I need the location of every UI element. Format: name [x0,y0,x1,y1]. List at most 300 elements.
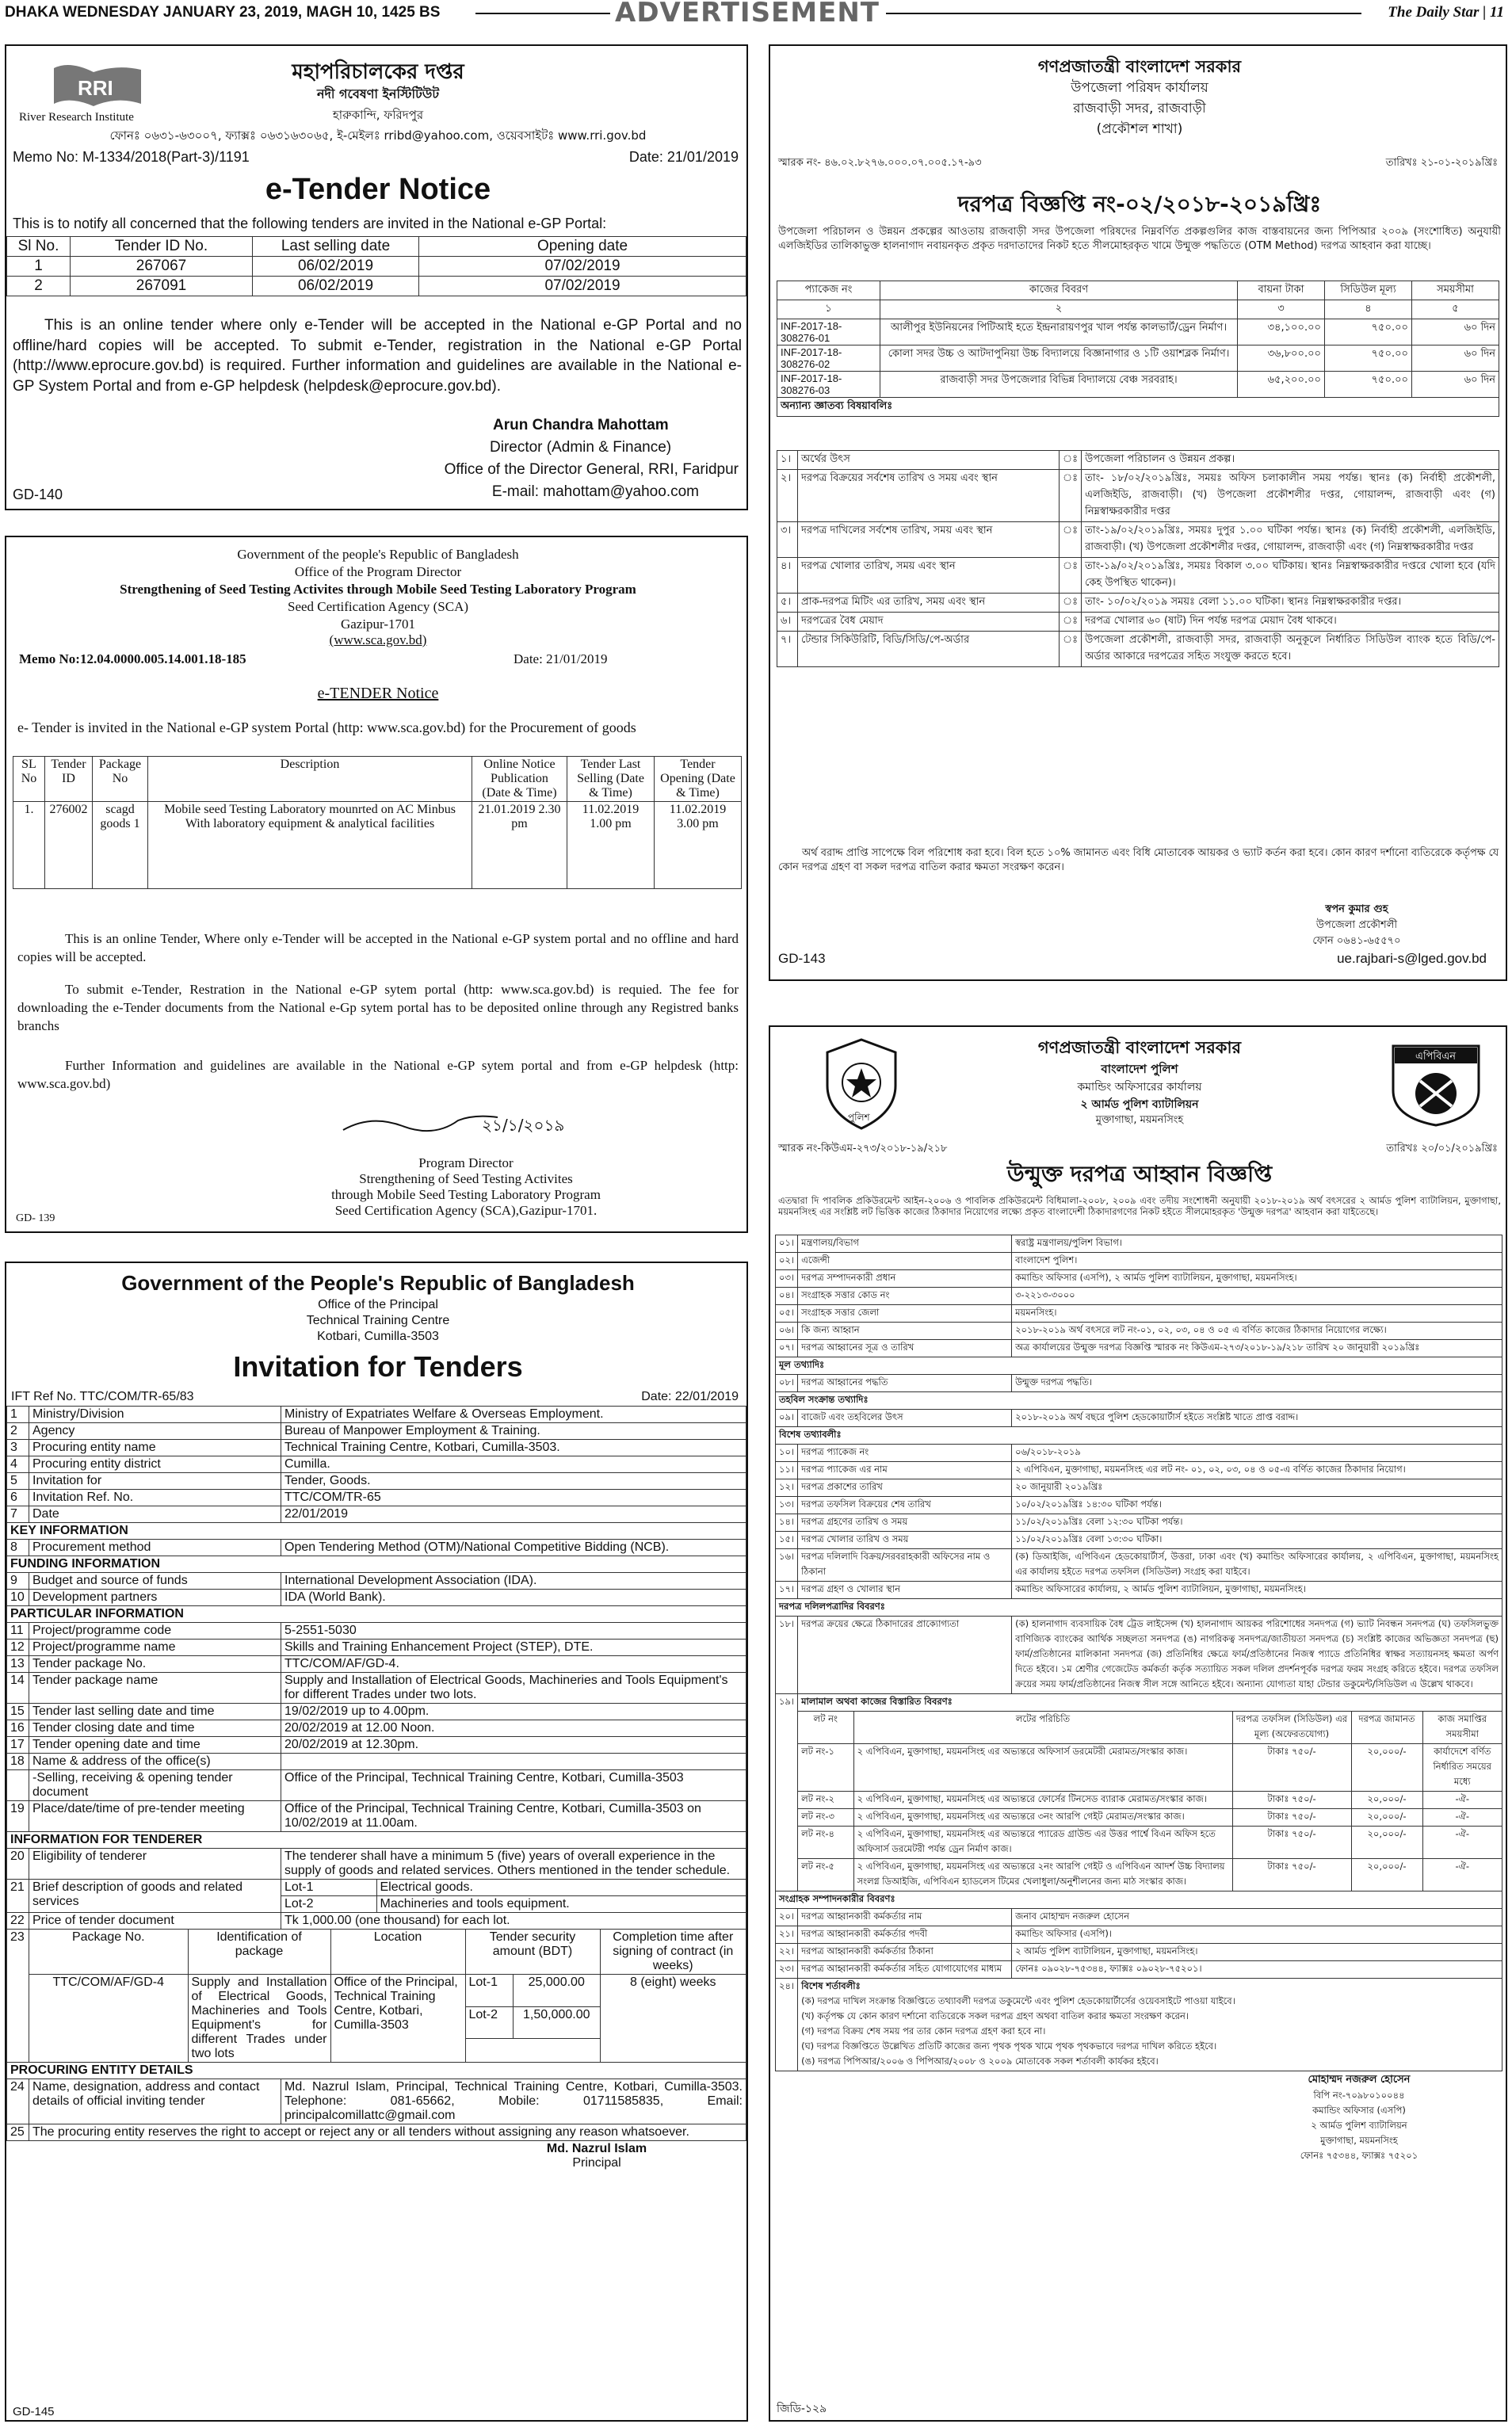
police-sign-4: ২ আর্মড পুলিশ ব্যাটালিয়ন [1311,2120,1407,2131]
table-cell: 267091 [71,277,253,296]
table-cell: ৭। [777,632,798,667]
table-cell: ৬৫,২০০.০০ [1238,372,1325,398]
table-row [776,1926,1502,1944]
table-cell: IDA (World Bank). [281,1590,746,1606]
separator: ঃ [1060,451,1082,470]
sca-intro: e- Tender is invited in the National e-GP system Portal (http: www.sca.gov.bd) for the Procurement of goods [17,720,636,735]
table-cell: Tender package No. [29,1656,281,1673]
table-row [777,345,1499,372]
table-cell: ১৫। [776,1532,798,1549]
table-cell: ২ এপিবিএন, মুক্তাগাছা, ময়মনসিংহ এর অভ্যন্তরে ফোর্সের টিনসেড ব্যারাক মেরামত/সংস্কার কাজ। [853,1792,1232,1809]
table-cell: 25 [7,2124,29,2141]
police-memo: স্মারক নং-কিউএম-২৭৩/২০১৮-১৯/২১৮ [778,1143,948,1155]
table-cell: দরপত্র আহ্বানকারী কর্মকর্তার পদবী [798,1926,1012,1944]
table-cell: তাং-১৯/০২/২০১৯খ্রিঃ, সময়ঃ দুপুর ১.০০ ঘটিকা পর্যন্ত। স্থানঃ (ক) নির্বাহী প্রকৌশলী, এলজিইডি, রাজবাড়ী। (খ) উপজেলা প্রকৌশলীর দপ্তর, গোয়ালন্দ, রাজবাড়ী এবং (গ) নিম্নস্বাক্ষরকারীর দপ্তর [1082,522,1499,558]
table-cell: টাকাঃ ৭৫০/- [1232,1744,1351,1792]
table-row [776,1340,1502,1357]
table-row [776,1497,1502,1514]
table-cell: ৬০ দিন [1412,372,1499,398]
table-cell: দরপত্র আহ্বানকারী কর্মকর্তার নাম [798,1909,1012,1926]
table-header: Sl No. [7,237,71,257]
table-cell: 19 [7,1801,29,1832]
table-cell: ০৬। [776,1323,798,1340]
table-cell: দরপত্র গ্রহণের তারিখ ও সময় [798,1514,1012,1532]
sca-sign-1: Program Director [418,1155,514,1170]
lged-line-3: রাজবাড়ী সদর, রাজবাড়ী [1073,101,1206,116]
table-header: Tender Last Selling (Date & Time) [567,757,655,802]
table-row [7,1506,746,1523]
table-cell: Ministry of Expatriates Welfare & Overseas Employment. [281,1407,746,1423]
table-cell: 1 [7,257,71,277]
table-cell: Mobile seed Testing Laboratory mounrted on AC Minbus With laboratory equipment & analytical facilities [148,802,472,889]
table-cell: 06/02/2019 [253,257,419,277]
table-cell: বাংলাদেশ পুলিশ। [1012,1253,1502,1270]
table-header: কাজ সমাপ্তির সময়সীমা [1422,1712,1502,1744]
table-cell: 16 [7,1720,29,1737]
ad-rri [5,44,748,510]
table-cell: Price of tender document [29,1913,281,1930]
table-cell: ২ এপিবিএন, মুক্তাগাছা, ময়মনসিংহ এর অভ্যন্তরে ২নং আরপি গেইট ও এপিবিএন আদর্শ উচ্চ বিদ্যালয় সংলগ্ন ডিআইজি, এপিবিএন হ্যাডলেস টিমের খেলাধুলা/অনুশীলনের জন্য মাঠ সংস্কার কাজ। [853,1859,1232,1891]
table-cell: ১০। [776,1445,798,1462]
rri-title: মহাপরিচালকের দপ্তর [292,60,464,84]
table-header: দরপত্র তফসিল (সিডিউল) এর মূল্য (অফেরতযোগ্য) [1232,1712,1351,1744]
table-header: Tender ID [45,757,93,802]
sca-sign-4: Seed Certification Agency (SCA),Gazipur-1701. [334,1203,598,1218]
table-cell: দরপত্র প্রকাশের তারিখ [798,1479,1012,1497]
ttc-line-3: Technical Training Centre [306,1314,450,1327]
table-cell: Place/date/time of pre-tender meeting [29,1801,281,1832]
police-heading: উন্মুক্ত দরপত্র আহ্বান বিজ্ঞপ্তি [1006,1161,1273,1187]
table-cell: Procurement method [29,1540,281,1556]
table-cell: ১৬। [776,1549,798,1582]
table-header: Completion time after signing of contract (in weeks) [600,1930,746,1975]
table-cell: 4 [7,1456,29,1473]
table-row [777,522,1499,558]
table-row [7,2124,746,2141]
table-row [7,1913,746,1930]
police-sign-6: ফোনঃ ৭৫৩৪৪, ফ্যাক্সঃ ৭৫২০১ [1300,2150,1418,2161]
table-cell: ৭৫০.০০ [1325,345,1412,372]
signature-cell [776,2071,1502,2166]
table-row [7,1737,746,1754]
table-cell: Procuring entity name [29,1440,281,1456]
table-cell: ২ এপিবিএন, মুক্তাগাছা, ময়মনসিংহ এর লট নং- ০১, ০২, ০৩, ০৪ ও ০৫-এ বর্ণিত কাজের ঠিকাদার নিয়োগ। [1012,1462,1502,1479]
ttc-ref: IFT Ref No. TTC/COM/TR-65/83 [11,1390,194,1403]
table-cell: ১১/০২/২০১৯খ্রিঃ বেলা ১৩:৩০ ঘটিকা। [1012,1532,1502,1549]
table-cell: দরপত্রের বৈধ মেয়াদ [798,613,1060,632]
table-cell: টাকাঃ ৭৫০/- [1232,1859,1351,1891]
table-row [777,632,1499,667]
section-heading: KEY INFORMATION [7,1523,746,1540]
table-row [7,277,746,296]
package-cell [29,1930,746,2063]
table-row [7,1540,746,1556]
table-cell: টাকাঃ ৭৫০/- [1232,1809,1351,1827]
apbn-badge-label: এপিবিএন [1415,1051,1457,1063]
table-cell: লট নং-৩ [798,1809,853,1827]
table-header: Tender Opening (Date & Time) [655,757,742,802]
table-row [777,398,1499,417]
table-cell: Project/programme code [29,1623,281,1640]
ttc-date: Date: 22/01/2019 [641,1390,739,1403]
table-cell: 20 [7,1849,29,1880]
sca-memo: Memo No:12.04.0000.005.14.001.18-185 [19,651,246,666]
table-header: Package No. [29,1930,188,1975]
ttc-line-1: Government of the People's Republic of Bangladesh [121,1271,635,1295]
sca-line-1: Government of the people's Republic of Bangladesh [237,547,519,562]
table-cell: 07/02/2019 [419,257,746,277]
table-header: Location [330,1930,465,1975]
condition-item: (গ) দরপত্র বিক্রয় শেষ সময় পর তার কোন দরপত্র গ্রহণ করা হবে না। [801,2025,1046,2037]
table-cell: 276002 [45,802,93,889]
table-cell: 2 [7,1423,29,1440]
table-cell: Invitation Ref. No. [29,1490,281,1506]
table-cell: 22 [7,1913,29,1930]
separator: ঃ [1060,632,1082,667]
lged-heading: দরপত্র বিজ্ঞপ্তি নং-০২/২০১৮-২০১৯খ্রিঃ [957,191,1322,217]
table-cell: 24 [7,2079,29,2124]
section-heading: বিশেষ তথ্যাবলীঃ [776,1427,1502,1445]
table-row [7,1523,746,1540]
table-header: Opening date [419,237,746,257]
table-cell: Tender last selling date and time [29,1704,281,1720]
table-cell: INF-2017-18-308276-02 [777,345,880,372]
table-cell: Tender, Goods. [281,1473,746,1490]
masthead-section: ADVERTISEMENT [615,0,880,29]
table-cell: দরপত্র দলিলাদি বিক্রয়/সরবরাহকারী অফিসের নাম ও ঠিকানা [798,1549,1012,1582]
table-cell: 267067 [71,257,253,277]
table-cell: দরপত্র খোলার তারিখ, সময় এবং স্থান [798,558,1060,594]
rri-sign-office: Office of the Director General, RRI, Faridpur [444,461,739,478]
table-cell: দরপত্র আহ্বানকারী কর্মকর্তার সহিত যোগাযোগের মাধ্যম [798,1961,1012,1979]
lged-sign-name: স্বপন কুমার গুহ [1325,903,1388,915]
table-cell: স্বরাষ্ট্র মন্ত্রণালয়/পুলিশ বিভাগ। [1012,1235,1502,1253]
table-row [777,470,1499,522]
table-cell: ৩ [1238,300,1325,319]
table-cell: ২০,০০০/- [1351,1859,1422,1891]
table-cell: 23 [7,1930,29,2063]
table-row [776,1694,1502,1891]
lged-line-4: (প্রকৌশল শাখা) [1096,121,1183,137]
table-cell: ৪ [1325,300,1412,319]
table-cell: ৪। [777,558,798,594]
lged-footer: অর্থ বরাদ্দ প্রাপ্তি সাপেক্ষে বিল পরিশোধ করা হবে। বিল হতে ১০% জামানত এবং বিধি মোতাবেক আয়কর ও ভ্যাট কর্তন করা হবে। কোন কারণ দর্শানো ব্যতিরেকে কর্তৃপক্ষ যে কোন দরপত্র গ্রহণ বা সকল দরপত্র বাতিল করার ক্ষমতা সংরক্ষণ করেন। [778,847,1499,873]
condition-item: (ঘ) দরপত্র বিজ্ঞপ্তিতে উল্লেখিত প্রতিটি কাজের জন্য পৃথক পৃথক খামে পৃথক পৃথকভাবে দরপত্র দাখিল করিতে হইবে। [801,2040,1217,2052]
table-header: SL No [13,757,45,802]
table-cell: দরপত্র দাখিলের সর্বশেষ তারিখ, সময় এবং স্থান [798,522,1060,558]
masthead-rule-left [475,13,610,14]
table-cell: ০৩। [776,1270,798,1288]
table-cell: 17 [7,1737,29,1754]
table-cell: ৭৫০.০০ [1325,372,1412,398]
table-cell: Procuring entity district [29,1456,281,1473]
rri-subtitle: নদী গবেষণা ইনস্টিটিউট [316,86,440,101]
police-line-1: গণপ্রজাতন্ত্রী বাংলাদেশ সরকার [1037,1038,1242,1057]
table-row [7,1423,746,1440]
sca-signature-date: ২১/১/২০১৯ [482,1116,565,1135]
police-line-3: কমান্ডিং অফিসারের কার্যালয় [1077,1081,1202,1094]
table-cell: TTC/COM/AF/GD-4. [281,1656,746,1673]
table-cell: ৭৫০.০০ [1325,319,1412,345]
table-cell: ০৪। [776,1288,798,1305]
table-cell: Office of the Principal, Technical Training Centre, Kotbari, Cumilla-3503 [330,1975,465,2063]
table-row [7,257,746,277]
table-row [466,2006,600,2038]
table-cell: Electrical goods. [376,1880,746,1896]
lged-date: তারিখঃ ২১-০১-২০১৯খ্রিঃ [1385,157,1498,169]
table-row [776,1375,1502,1392]
masthead-paper: The Daily Star | 11 [1388,4,1504,21]
sca-line-3: Strengthening of Seed Testing Activites through Mobile Seed Testing Laboratory Program [120,582,636,597]
table-row [7,1623,746,1640]
table-header: Tender security amount (BDT) [465,1930,600,1975]
table-row [776,1582,1502,1599]
table-cell [281,1754,746,1770]
table-cell: সংগ্রাহক সত্তার জেলা [798,1305,1012,1323]
table-row [776,1235,1502,1253]
ad-lged [769,44,1507,981]
table-cell: ১১। [776,1462,798,1479]
table-cell: -ঐ- [1422,1827,1502,1859]
table-cell: ১। [777,451,798,470]
ttc-line-2: Office of the Principal [318,1298,438,1311]
rri-gd: GD-140 [13,487,63,502]
table-cell: তাং- ১০/০২/২০১৯ সময়ঃ বেলা ১১.০০ ঘটিকা। স্থানঃ নিম্নস্বাক্ষরকারীর দপ্তর। [1082,594,1499,613]
table-header-row [13,757,742,802]
table-cell: কোলা সদর উচ্চ ও আটদাপুনিয়া উচ্চ বিদ্যালয়ে বিজ্ঞানাগার ও ১টি ওয়াশব্লক নির্মাণ। [880,345,1238,372]
table-cell: 21.01.2019 2.30 pm [472,802,567,889]
table-cell: কমান্ডিং অফিসার (এসপি)। [1012,1926,1502,1944]
table-header-row [29,1930,746,1975]
table-cell: 19/02/2019 up to 4.00pm. [281,1704,746,1720]
table-cell: ০৯। [776,1410,798,1427]
table-cell: ১৭। [776,1582,798,1599]
table-header: সময়সীমা [1412,281,1499,300]
police-sign-5: মুক্তাগাছা, ময়মনসিংহ [1320,2135,1398,2146]
police-sign-2: বিপি নং-৭০৯৮০১০০৪৪ [1313,2090,1405,2101]
ad-sca [5,536,748,1233]
table-cell: 18 [7,1754,29,1770]
table-cell: ০৭। [776,1340,798,1357]
police-line-2: বাংলাদেশ পুলিশ [1101,1062,1178,1076]
table-cell: Lot-2 [281,1896,376,1913]
table-cell: (ক) ডিআইজি, এপিবিএন হেডকোয়ার্টার্স, উত্তরা, ঢাকা এবং (খ) কমান্ডিং অফিসারের কার্যালয়, ২ এপিবিএন, মুক্তাগাছা, ময়মনসিংহ এর কার্যালয় হইতে দরপত্র তফসিল (সিডিউল) সংগ্রহ করা যাইবে। [1012,1549,1502,1582]
table-cell: উপজেলা প্রকৌশলী, রাজবাড়ী সদর, রাজবাড়ী অনুকূলে নির্ধারিত সিডিউল ব্যাংক হতে বিডি/পে-অর্ডার আকারে দরপত্রের সহিত সংযুক্ত করতে হবে। [1082,632,1499,667]
police-emblem-label: পুলিশ [848,1112,870,1123]
table-header: Package No [93,757,148,802]
table-cell: Budget and source of funds [29,1573,281,1590]
table-cell: Tender closing date and time [29,1720,281,1737]
table-cell: (ক) হালনাগাদ ব্যবসায়িক বৈধ ট্রেড লাইসেন্স (খ) হালনাগাদ আয়কর পরিশোধের সনদপত্র (গ) ভ্যাট নিবন্ধন সনদপত্র (ঘ) তফসিলভুক্ত বাণিজ্যিক ব্যাংকের আর্থিক সচ্ছলতা সনদপত্র (ঙ) নাগরিকত্ব সনদপত্র/জাতীয়তা সনদপত্র (চ) সংশ্লিষ্ট কাজের অভিজ্ঞতা সনদপত্র (ছ) ফার্ম/প্রতিষ্ঠানের মালিকানা সনদপত্র (জ) প্রতিনিধির ক্ষেত্রে ফার্ম/প্রতিষ্ঠানের নিজস্ব প্যাডে প্রতিনিধির স্বাক্ষর সত্যায়নসহ ক্ষমতা অর্পণ দিতে হইবে। ১ম শ্রেণীর গেজেটেড কর্মকর্তা কর্তৃক সত্যায়িত সকল দলিল প্রদর্শনপূর্বক দরপত্র ফরম সংগ্রহ করিতে হইবে। দরপত্র তফসিল ক্রয়ের সময় ফার্ম/প্রতিষ্ঠানের নিজস্ব সীল সঙ্গে আনিতে হইবে। অন্যান্য যোগ্যতা যাহা টেন্ডার ডকুমেন্ট/সিডিউল এ উল্লেখ থাকবে। [1012,1617,1502,1694]
sca-website-link[interactable]: (www.sca.gov.bd) [329,632,427,647]
lged-sign-email: ue.rajbari-s@lged.gov.bd [1337,951,1487,966]
table-cell: 25,000.00 [514,1975,600,2006]
table-cell: ৫। [777,594,798,613]
table-cell: ২২। [776,1944,798,1961]
table-header: Description [148,757,472,802]
table-cell [281,1880,746,1913]
table-cell: কার্যাদেশে বর্ণিত নির্ধারিত সময়ের মধ্যে [1422,1744,1502,1792]
table-header: লটের পরিচিতি [853,1712,1232,1744]
sca-tender-table [13,756,742,889]
table-cell: 1. [13,802,45,889]
rri-date: Date: 21/01/2019 [628,149,739,165]
table-cell: ২। [777,470,798,522]
table-cell: Supply and Installation of Electrical Goods, Machineries and Tools Equipment's for different Trades under two lots. [281,1673,746,1704]
lged-memo: স্মারক নং- ৪৬.০২.৮২৭৬.০০০.০৭.০০৫.১৭-৯৩ [778,157,982,169]
sca-date: Date: 21/01/2019 [514,651,608,666]
condition-item: (খ) কর্তৃপক্ষ যে কোন কারণ দর্শানো ব্যতিরেকে সকল দরপত্র গ্রহণ অথবা বাতিল করার ক্ষমতা সংরক্ষণ করেন। [801,2010,1189,2021]
masthead-rule-right [886,13,1361,14]
table-cell: ২ [880,300,1238,319]
table-row [798,1792,1502,1809]
table-cell: 1,50,000.00 [514,2006,600,2038]
table-cell: ৬০ দিন [1412,345,1499,372]
table-cell: ৬০ দিন [1412,319,1499,345]
table-cell: ১৯। [776,1694,798,1891]
table-row [7,1573,746,1590]
section-heading: মূল তথ্যাদিঃ [776,1357,1502,1375]
table-cell: ৬। [777,613,798,632]
table-cell: ২০ জানুয়ারী ২০১৯খ্রিঃ [1012,1479,1502,1497]
table-cell: দরপত্র আহ্বানের পদ্ধতি [798,1375,1012,1392]
table-cell: Eligibility of tenderer [29,1849,281,1880]
section-heading: FUNDING INFORMATION [7,1556,746,1573]
sca-line-2: Office of the Program Director [294,564,462,579]
table-cell: দরপত্র আহ্বানকারী কর্মকর্তার ঠিকানা [798,1944,1012,1961]
section-heading: তহবিল সংক্রান্ত তথ্যাদিঃ [776,1392,1502,1410]
table-row [776,1253,1502,1270]
rri-heading: e-Tender Notice [265,173,491,206]
table-cell: অত্র কার্যালয়ের উন্মুক্ত দরপত্র বিজ্ঞপ্তি স্মারক নং কিউএম-২৭৩/২০১৮-১৯/২১৮ তারিখ ২০ জানুয়ারী ২০১৯খ্রিঃ [1012,1340,1502,1357]
table-row [776,1392,1502,1410]
table-cell: 9 [7,1573,29,1590]
rri-sign-email: E-mail: mahottam@yahoo.com [491,483,699,500]
table-cell: The tenderer shall have a minimum 5 (five) years of overall experience in the supply of goods and related services. Others mentioned in the tender schedule. [281,1849,746,1880]
table-row [776,1479,1502,1497]
table-row [7,1754,746,1770]
table-cell: Bureau of Manpower Employment & Training. [281,1423,746,1440]
table-cell: 07/02/2019 [419,277,746,296]
table-cell: কমান্ডিং অফিসার (এসপি), ২ আর্মড পুলিশ ব্যাটালিয়ন, মুক্তাগাছা, ময়মনসিংহ। [1012,1270,1502,1288]
table-row [776,1909,1502,1926]
table-cell: ২০,০০০/- [1351,1792,1422,1809]
table-cell: কমান্ডিং অফিসারের কার্যালয়, ২ আর্মড পুলিশ ব্যাটালিয়ন, মুক্তাগাছা, ময়মনসিংহ। [1012,1582,1502,1599]
table-cell: -ঐ- [1422,1809,1502,1827]
table-header-row [798,1712,1502,1744]
table-cell: scagd goods 1 [93,802,148,889]
table-cell: ৩-২২১৩-৩০০০ [1012,1288,1502,1305]
table-cell: Name & address of the office(s) [29,1754,281,1770]
table-cell: দরপত্র তফসিল বিক্রয়ের শেষ তারিখ [798,1497,1012,1514]
table-cell: -Selling, receiving & opening tender document [29,1770,281,1801]
rri-address: হারুকান্দি, ফরিদপুর [332,108,424,122]
section-heading: INFORMATION FOR TENDERER [7,1832,746,1849]
table-header-row [777,281,1499,300]
table-cell: 20/02/2019 at 12.30pm. [281,1737,746,1754]
table-cell: ১৩। [776,1497,798,1514]
table-row [777,372,1499,398]
lged-gd: GD-143 [778,951,826,966]
table-row [7,1556,746,1573]
table-row [776,1979,1502,2071]
table-cell: দরপত্র বিক্রয়ের সর্বশেষ তারিখ ও সময় এবং স্থান [798,470,1060,522]
table-cell: TTC/COM/AF/GD-4 [29,1975,188,2063]
table-row [776,1305,1502,1323]
table-row [7,1832,746,1849]
table-row [798,1827,1502,1859]
table-cell: ০১। [776,1235,798,1253]
svg-text:RRI: RRI [78,76,113,100]
table-cell: ০২। [776,1253,798,1270]
table-cell: লট নং-২ [798,1792,853,1809]
table-cell: Office of the Principal, Technical Training Centre, Kotbari, Cumilla-3503 [281,1770,746,1801]
police-info-table [775,1235,1502,2165]
table-header: Online Notice Publication (Date & Time) [472,757,567,802]
sca-line-5: Gazipur-1701 [340,616,416,632]
sca-line-4: Seed Certification Agency (SCA) [287,599,469,614]
table-cell: Open Tendering Method (OTM)/National Competitive Bidding (NCB). [281,1540,746,1556]
table-row [776,1323,1502,1340]
ttc-line-4: Kotbari, Cumilla-3503 [317,1330,439,1343]
table-cell: ২ এপিবিএন, মুক্তাগাছা, ময়মনসিংহ এর অভ্যন্তরে প্যারেড গ্রাউন্ড এর উত্তর পার্শ্বে বিএন অফিস হতে অফিসার্স ডরমেটরী পর্যন্ত ড্রেন নির্মাণ কাজ। [853,1827,1232,1859]
table-cell: তাং- ১৮/০২/২০১৯খ্রিঃ, সময়ঃ অফিস চলাকালীন সময় পর্যন্ত। স্থানঃ (ক) নির্বাহী প্রকৌশলী, এলজিইডি, রাজবাড়ী। (খ) উপজেলা প্রকৌশলীর দপ্তর, গোয়ালন্দ, রাজবাড়ী এবং (গ) নিম্নস্বাক্ষরকারীর দপ্তর [1082,470,1499,522]
table-header-row [7,237,746,257]
table-header: বায়না টাকা [1238,281,1325,300]
table-cell: ০৬/২০১৮-২০১৯ [1012,1445,1502,1462]
table-row [776,1410,1502,1427]
sca-para-2: To submit e-Tender, Restration in the National e-GP sytem portal (http: www.sca.gov.bd) is requied. The fee for downloading the e-Tender documents from the National e-Gp sytem portal has to be deposited online through any Registred banks branchs [17,982,739,1033]
table-cell: INF-2017-18-308276-03 [777,372,880,398]
table-row [776,1357,1502,1375]
separator: ঃ [1060,470,1082,522]
ttc-info-table [6,1406,746,2171]
police-intro: এতদ্বারা দি পাবলিক প্রকিউরমেন্ট আইন-২০০৬ ও পাবলিক প্রকিউরমেন্ট বিধিমালা-২০০৮, ২০০৯ এবং তদীয় সংশোধনী অনুযায়ী ২০১৮-২০১৯ অর্থ বৎসরের ২ আর্মড পুলিশ ব্যাটালিয়ন, মুক্তাগাছা, ময়মনসিংহ এর সংশ্লিষ্ট লট ভিত্তিক কাজের ঠিকাদার নিয়োগের লক্ষ্যে প্রকৃত বাংলাদেশী ঠিকাদারগণের নিকট হইতে সীলমোহরকৃত 'উন্মুক্ত দরপত্র' আহবান করা যাইতেছে। [778,1195,1501,1218]
table-cell: উন্মুক্ত দরপত্র পদ্ধতি। [1012,1375,1502,1392]
table-cell: Project/programme name [29,1640,281,1656]
rri-contact: ফোনঃ ০৬৩১-৬৩০০৭, ফ্যাক্সঃ ০৬৩১৬৩০৬৫, ই-মেইলঃ rribd@yahoo.com, ওয়েবসাইটঃ www.rri.gov.bd [109,128,647,143]
rri-body: This is an online tender where only e-Tender will be accepted in the National e-GP Portal and no offline/hard copies will be accepted. To submit e-Tender, registration in the National e-GP Portal (http://www.eprocure.gov.bd) is required. Further information and guidelines are available in the National e-GP System Portal and from e-GP helpdesk (helpdesk@eprocure.gov.bd). [13,317,742,395]
table-row [777,558,1499,594]
table-cell: Tender opening date and time [29,1737,281,1754]
table-cell: INF-2017-18-308276-01 [777,319,880,345]
table-row [777,594,1499,613]
table-row [776,1549,1502,1582]
rri-logo-label: River Research Institute [19,111,134,124]
table-cell: International Development Association (IDA). [281,1573,746,1590]
table-row [7,1440,746,1456]
table-cell: 8 [7,1540,29,1556]
section-heading: দরপত্র দলিলপত্রাদির বিবরণঃ [776,1599,1502,1617]
table-row [7,1656,746,1673]
table-cell: Name, designation, address and contact details of official inviting tender [29,2079,281,2124]
table-row [7,1930,746,2063]
signature-row [7,2141,746,2172]
table-cell: 8 (eight) weeks [600,1975,746,2063]
table-cell: ২০। [776,1909,798,1926]
table-cell [465,1975,600,2063]
table-cell: ১৮। [776,1617,798,1694]
ttc-heading: Invitation for Tenders [233,1350,523,1383]
table-header: কাজের বিবরণ [880,281,1238,300]
table-cell: ২৪। [776,1979,798,2071]
table-cell: 5-2551-5030 [281,1623,746,1640]
rri-intro: This is to notify all concerned that the following tenders are invited in the National e-GP Portal: [13,216,607,231]
table-cell: Agency [29,1423,281,1440]
table-cell: লট নং-৪ [798,1827,853,1859]
table-row [777,451,1499,470]
table-cell: দরপত্র প্যাকেজ এর নাম [798,1462,1012,1479]
